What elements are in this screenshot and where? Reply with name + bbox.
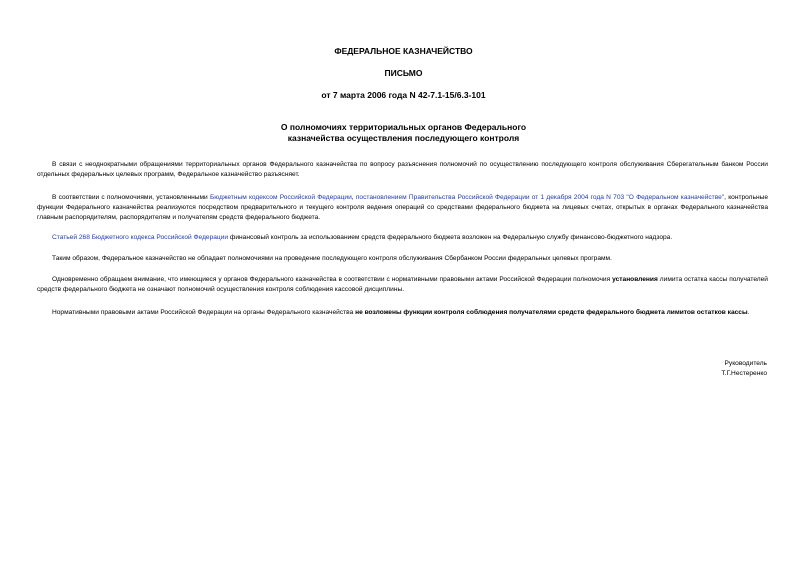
title-line-2: казначейства осуществления последующего контроля — [287, 133, 520, 143]
paragraph-3-text: финансовый контроль за использованием средств федерального бюджета возложен на Федеральную службу финансово-бюджетного надзора. — [228, 234, 673, 241]
paragraph-5-bold: установления — [612, 276, 658, 283]
article-268-link[interactable]: Статьей 268 Бюджетного кодекса Российской Федерации — [52, 234, 229, 241]
paragraph-6 — [37, 308, 768, 318]
paragraph-6-bold: не возложены функции контроля соблюдения получателями средств федерального бюджета лимитов остатков кассы — [355, 309, 748, 316]
signature-position: Руководитель — [724, 360, 767, 367]
paragraph-1: В связи с неоднократными обращениями территориальных органов Федерального казначейства по вопросу разъяснения полномочий по осуществлению последующего контроля обслуживания Сберегательным банком России отдельных федеральных целевых программ, Федеральное казначейство разъясняет. — [37, 161, 768, 178]
paragraph-2-text-c: , контрольные функции Федерального казначейства реализуются посредством предварительного и текущего контроля ведения операций со средствами федерального бюджета на лицевых счетах, открытых в органах Федерального казначейства главным распорядителям, распорядителям и получателям средств федерального бюджета. — [37, 194, 768, 221]
paragraph-6-text-a: Нормативными правовыми актами Российской Федерации на органы Федерального казначейства — [52, 309, 356, 316]
signature-name: Т.Г.Нестеренко — [721, 370, 767, 377]
paragraph-4: Таким образом, Федеральное казначейство не обладает полномочиями на проведение последующего контроля обслуживания Сбербанком России федеральных целевых программ. — [52, 255, 612, 262]
budget-code-link[interactable]: Бюджетным кодексом Российской Федерации — [209, 194, 352, 201]
paragraph-5-text-b: лимита остатка кассы получателей средств федерального бюджета не означают полномочий осуществления контроля соблюдения кассовой дисциплины. — [37, 276, 768, 293]
title-line-1: О полномочиях территориальных органов Федерального — [280, 122, 527, 132]
paragraph-2-text-b: , — [351, 194, 356, 201]
government-decree-link[interactable]: постановлением Правительства Российской Федерации от 1 декабря 2004 года N 703 "О Федеральном казначействе" — [355, 194, 725, 201]
paragraph-5 — [37, 275, 768, 295]
date-number-heading: от 7 марта 2006 года N 42-7.1-15/6.3-101 — [321, 90, 486, 100]
paragraph-5-text-a: Одновременно обращаем внимание, что имеющиеся у органов Федерального казначейства в соответствии с нормативными правовыми актами Российской Федерации полномочия — [52, 276, 613, 283]
paragraph-2-text-a: В соответствии с полномочиями, установленными — [52, 194, 210, 201]
paragraph-3 — [37, 233, 768, 243]
doc-type-heading: ПИСЬМО — [384, 68, 423, 78]
paragraph-2 — [37, 193, 768, 223]
paragraph-6-text-b: . — [747, 309, 750, 316]
org-heading: ФЕДЕРАЛЬНОЕ КАЗНАЧЕЙСТВО — [334, 46, 473, 56]
